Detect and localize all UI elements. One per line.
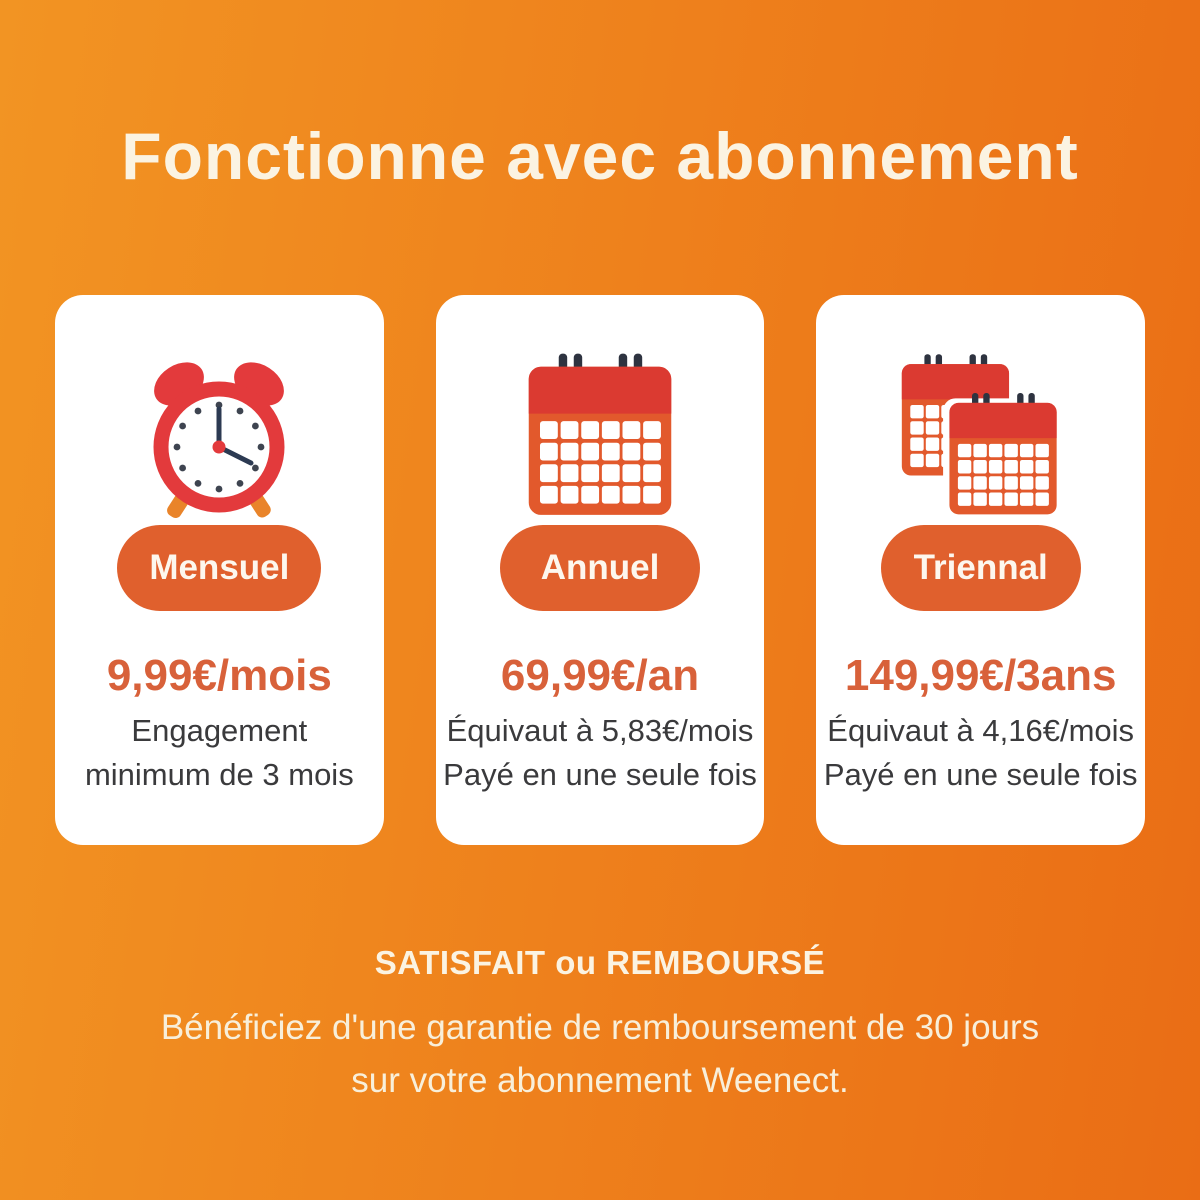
plan-card-triennal: [816, 295, 1145, 845]
guarantee-line2: sur votre abonnement Weenect.: [351, 1060, 849, 1100]
plan-price: 149,99€/3ans: [844, 651, 1117, 700]
plan-detail-line1: Équivaut à 4,16€/mois: [827, 713, 1135, 748]
plan-details: [443, 709, 757, 797]
plan-card-mensuel: [55, 295, 384, 845]
calendar-icon: [525, 351, 675, 525]
plan-price: 9,99€/mois: [106, 651, 332, 700]
plan-card-annuel: [436, 295, 765, 845]
page-title: Fonctionne avec abonnement: [121, 119, 1079, 193]
plan-details: [824, 709, 1138, 797]
double-calendar-icon: [899, 351, 1063, 525]
guarantee-footer: [0, 944, 1200, 1107]
alarm-clock-icon: [134, 351, 304, 525]
guarantee-line1: Bénéficiez d'une garantie de remboursement de 30 jours: [160, 1008, 1040, 1047]
plan-detail-line1: Équivaut à 5,83€/mois: [446, 713, 754, 748]
plan-price: 69,99€/an: [500, 651, 700, 700]
plan-details: [85, 709, 354, 797]
plan-pill-triennal[interactable]: Triennal: [881, 525, 1081, 611]
plan-detail-line2: minimum de 3 mois: [84, 757, 354, 793]
plan-cards-row: [55, 295, 1145, 845]
plan-pill-mensuel[interactable]: Mensuel: [117, 525, 321, 611]
plan-detail-line1: Engagement: [131, 713, 308, 748]
guarantee-headline: SATISFAIT ou REMBOURSÉ: [374, 944, 826, 981]
plan-detail-line2: Payé en une seule fois: [823, 757, 1138, 793]
plan-pill-annuel[interactable]: Annuel: [500, 525, 700, 611]
plan-detail-line2: Payé en une seule fois: [443, 757, 757, 793]
